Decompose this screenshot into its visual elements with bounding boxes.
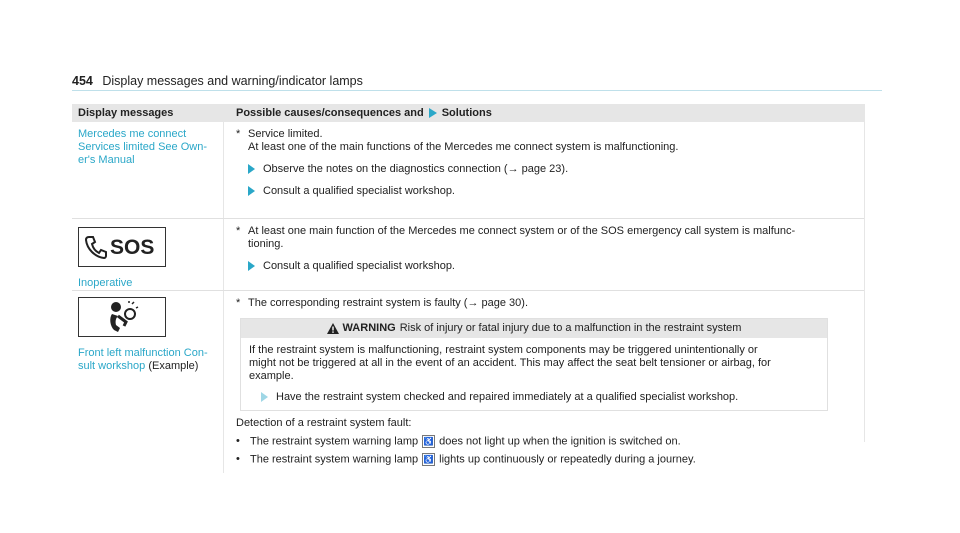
cause-cell: * At least one main function of the Mercedes me connect system or of the SOS emergency call system is malfunc- tioning. Consult a qualified specialist workshop. xyxy=(224,219,864,290)
col-header-causes: Possible causes/consequences and Solutions xyxy=(236,107,492,119)
solution-step: Consult a qualified specialist workshop. xyxy=(263,185,455,197)
phone-icon xyxy=(85,235,107,259)
sos-phone-icon: SOS xyxy=(78,227,166,267)
cause-line: tioning. xyxy=(248,238,284,250)
play-arrow-icon xyxy=(248,164,255,174)
table-right-border xyxy=(864,104,865,442)
cause-detail: At least one of the main functions of the Mercedes me connect system is malfunctioning. xyxy=(248,141,679,153)
display-messages-table xyxy=(72,104,864,473)
solution-step: Consult a qualified specialist workshop. xyxy=(263,260,455,272)
warning-header: WARNING Risk of injury or fatal injury due to a malfunction in the restraint system xyxy=(241,319,827,338)
play-arrow-icon xyxy=(248,261,255,271)
cause-line: At least one main function of the Mercedes me connect system or of the SOS emergency call system is malfunc- xyxy=(248,225,796,237)
col-header-display-messages: Display messages xyxy=(78,107,174,119)
message-mercedes-me-line3[interactable]: er's Manual xyxy=(78,154,135,166)
solution-step: Observe the notes on the diagnostics connection (→ page 23). xyxy=(263,163,569,175)
cause-line: The corresponding restraint system is faulty (→ page 30). xyxy=(248,297,529,309)
cause-cell: * Service limited. At least one of the main functions of the Mercedes me connect system is malfunctioning. Observe the notes on the diagnostics connection (→ page 23). Consult a qualified specialist workshop. xyxy=(224,122,864,218)
message-mercedes-me-line1[interactable]: Mercedes me connect xyxy=(78,128,187,140)
table-row xyxy=(72,219,864,291)
warning-step: Have the restraint system checked and repaired immediately at a qualified specialist workshop. xyxy=(276,391,739,403)
list-item: • The restraint system warning lamp ♿ does not light up when the ignition is switched on. xyxy=(236,435,681,448)
message-front-left: Front left malfunction Con- sult workshop (Example) xyxy=(78,347,208,372)
message-cell xyxy=(72,291,224,473)
restraint-lamp-icon: ♿ xyxy=(423,437,434,446)
message-inoperative[interactable]: Inoperative xyxy=(78,277,133,289)
message-mercedes-me-line2[interactable]: Services limited See Own- xyxy=(78,141,207,153)
play-arrow-icon xyxy=(261,392,268,402)
table-row xyxy=(72,122,864,219)
warning-body: If the restraint system is malfunctioning, restraint system components may be triggered unintentionally or might not be triggered at all in the event of an accident. This may affect the seat belt tensioner or airbag, for example. Have the restraint system checked and repaired immediately at a qualified specialist workshop. xyxy=(249,344,771,403)
airbag-person-icon xyxy=(104,300,140,334)
page-header-title: Display messages and warning/indicator lamps xyxy=(102,74,363,88)
cause-cell: * The corresponding restraint system is faulty (→ page 30). WARNING Risk of injury or fatal injury due to a malfunction in the restraint system If the restraint system is malfunctioning, restraint system components may be triggered unintentionally or might not be triggered at all in the event of an accident. This may affect the seat belt tensioner or airbag, for example. Have the restraint system checked and repaired immediately at a qualified specialist workshop. Detection of a restraint system fault: • The restraint system warning lamp ♿ does not light up when the ignition is switched on. • The restraint system warning lamp ♿ lights up continuously or repeatedly during a journey. xyxy=(224,291,864,473)
table-row xyxy=(72,291,864,473)
play-arrow-icon xyxy=(248,186,255,196)
page-header xyxy=(72,74,363,88)
detection-text: Detection of a restraint system fault: xyxy=(236,417,412,429)
warning-box xyxy=(240,318,828,411)
play-arrow-icon xyxy=(429,108,437,118)
table-header xyxy=(72,104,864,122)
header-rule xyxy=(72,90,882,91)
list-item: • The restraint system warning lamp ♿ lights up continuously or repeatedly during a journey. xyxy=(236,453,696,466)
restraint-lamp-icon: ♿ xyxy=(423,455,434,465)
page-number: 454 xyxy=(72,74,93,88)
message-cell xyxy=(72,122,224,218)
message-cell xyxy=(72,219,224,290)
warning-triangle-icon xyxy=(327,323,339,334)
restraint-system-icon xyxy=(78,297,166,337)
cause-title: Service limited. xyxy=(248,128,323,140)
